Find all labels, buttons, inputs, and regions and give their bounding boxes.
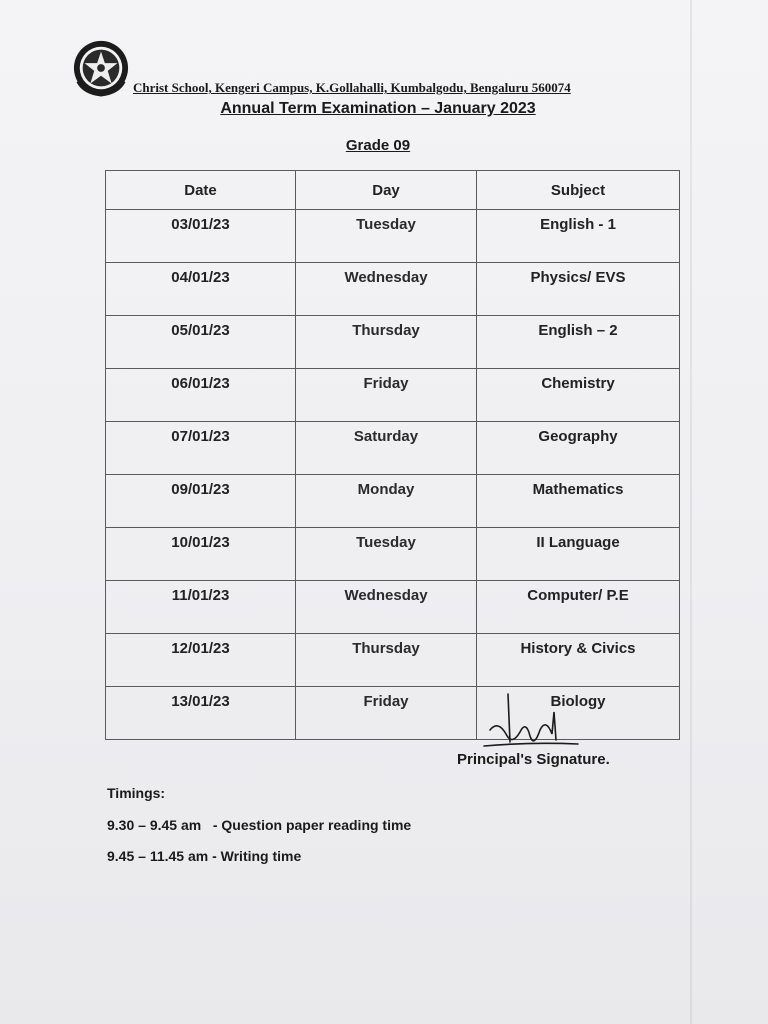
subject-cell: Physics/ EVS (477, 263, 680, 316)
exam-schedule-table (105, 170, 680, 740)
subject-cell: Computer/ P.E (477, 581, 680, 634)
day-cell: Saturday (296, 422, 477, 475)
timings-heading: Timings: (107, 785, 166, 801)
school-seal-icon (72, 39, 130, 97)
day-cell: Tuesday (296, 528, 477, 581)
table-row (106, 263, 680, 316)
date-cell: 07/01/23 (106, 422, 296, 475)
timing-line-writing: 9.45 – 11.45 am - Writing time (107, 848, 302, 864)
subject-cell: Chemistry (477, 369, 680, 422)
date-cell: 12/01/23 (106, 634, 296, 687)
date-cell: 09/01/23 (106, 475, 296, 528)
table-row (106, 634, 680, 687)
column-header-day: Day (296, 171, 477, 210)
date-cell: 03/01/23 (106, 210, 296, 263)
subject-cell: English - 1 (477, 210, 680, 263)
handwritten-signature-icon (470, 690, 580, 760)
date-cell: 11/01/23 (106, 581, 296, 634)
day-cell: Thursday (296, 634, 477, 687)
day-cell: Friday (296, 369, 477, 422)
table-row (106, 581, 680, 634)
day-cell: Thursday (296, 316, 477, 369)
subject-cell: History & Civics (477, 634, 680, 687)
table-header-row (106, 171, 680, 210)
day-cell: Wednesday (296, 581, 477, 634)
subject-cell: English – 2 (477, 316, 680, 369)
date-cell: 05/01/23 (106, 316, 296, 369)
date-cell: 10/01/23 (106, 528, 296, 581)
table-row (106, 528, 680, 581)
date-cell: 04/01/23 (106, 263, 296, 316)
grade-label: Grade 09 (345, 137, 411, 154)
subject-cell: Geography (477, 422, 680, 475)
day-cell: Friday (296, 687, 477, 740)
subject-cell: II Language (477, 528, 680, 581)
date-cell: 13/01/23 (106, 687, 296, 740)
table-row (106, 422, 680, 475)
table-row (106, 475, 680, 528)
table-row (106, 369, 680, 422)
day-cell: Tuesday (296, 210, 477, 263)
column-header-date: Date (106, 171, 296, 210)
table-row (106, 316, 680, 369)
timing-line-reading: 9.30 – 9.45 am - Question paper reading time (107, 817, 412, 833)
subject-cell: Biology (477, 687, 680, 740)
date-cell: 06/01/23 (106, 369, 296, 422)
signature-label: Principal's Signature. (457, 751, 610, 768)
day-cell: Monday (296, 475, 477, 528)
school-address: Christ School, Kengeri Campus, K.Gollahalli, Kumbalgodu, Bengaluru 560074 (133, 80, 571, 95)
table-row (106, 687, 680, 740)
table-row (106, 210, 680, 263)
day-cell: Wednesday (296, 263, 477, 316)
column-header-subject: Subject (477, 171, 680, 210)
exam-title: Annual Term Examination – January 2023 (220, 100, 536, 117)
subject-cell: Mathematics (477, 475, 680, 528)
